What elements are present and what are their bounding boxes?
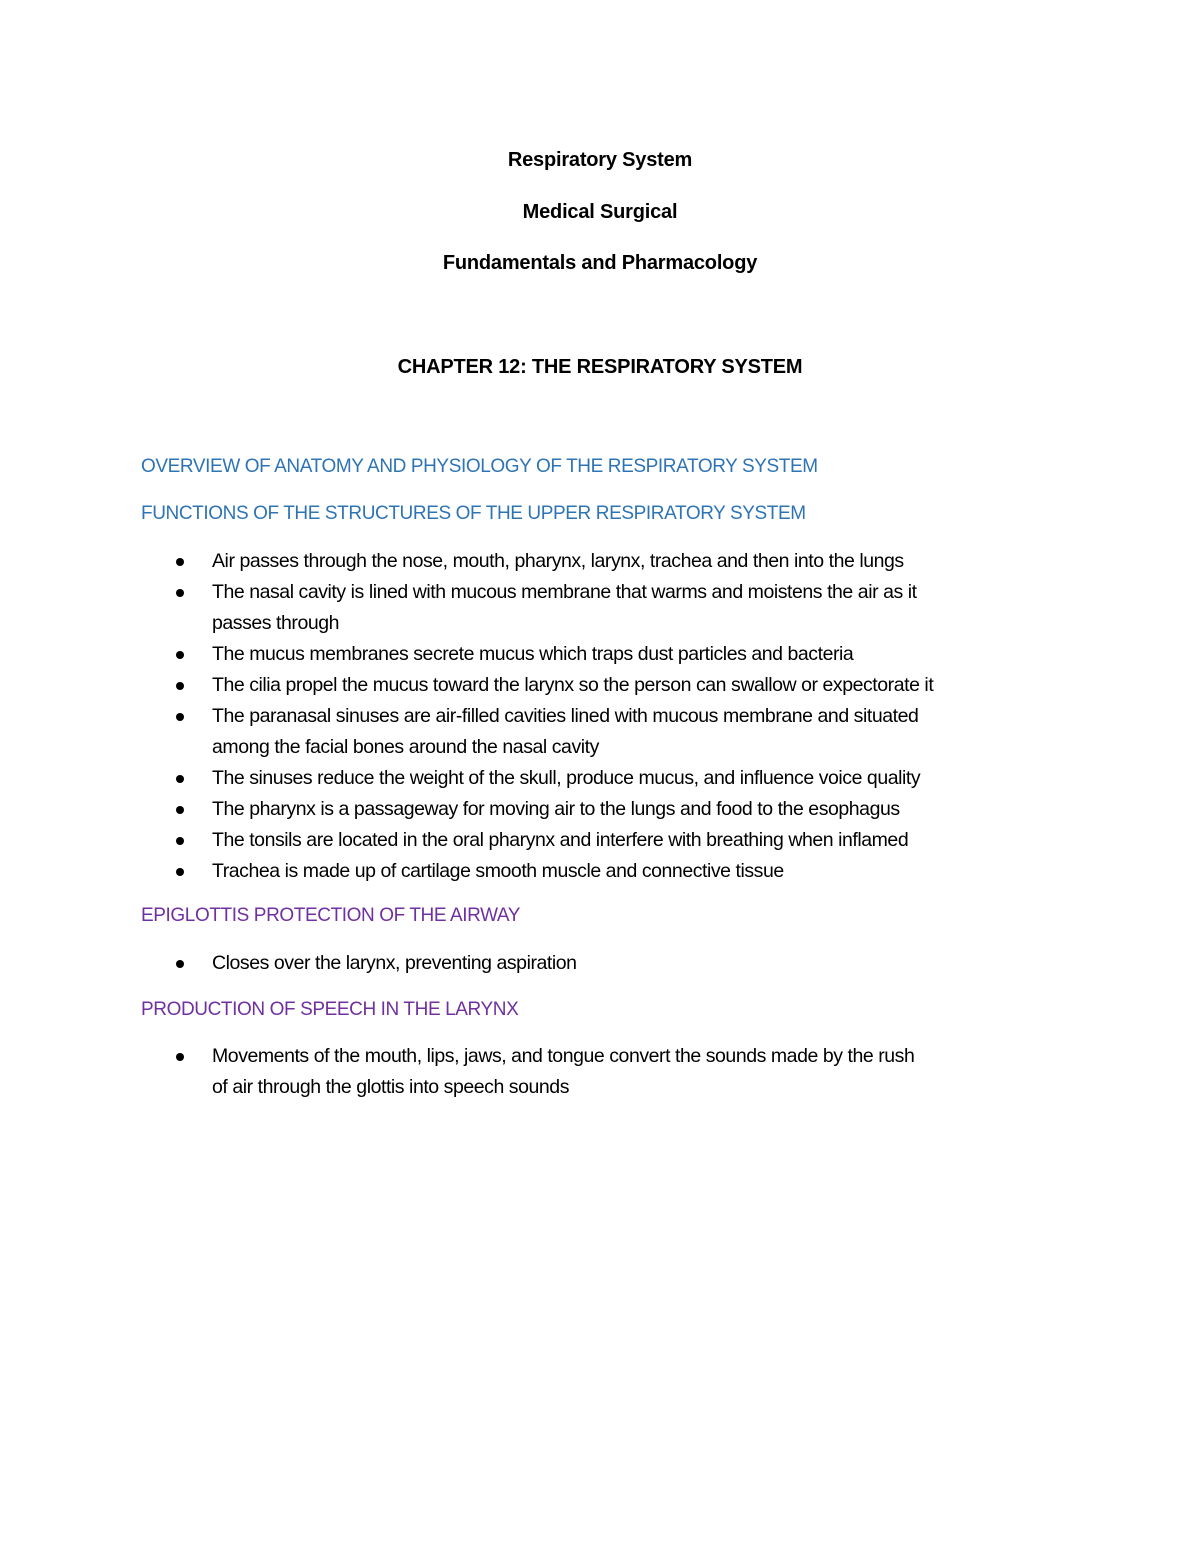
list-item: [0, 825, 1200, 856]
list-item-text: The mucus membranes secrete mucus which traps dust particles and bacteria: [212, 643, 854, 665]
list-item-text: Air passes through the nose, mouth, pharynx, larynx, trachea and then into the lungs: [212, 550, 904, 572]
list-item: [0, 1041, 1200, 1103]
list-item-text: of air through the glottis into speech sounds: [212, 1076, 569, 1098]
list-item-text: The pharynx is a passageway for moving air to the lungs and food to the esophagus: [212, 798, 900, 820]
list-item: [0, 639, 1200, 670]
list-item: [0, 794, 1200, 825]
functions-heading: FUNCTIONS OF THE STRUCTURES OF THE UPPER RESPIRATORY SYSTEM: [141, 503, 806, 524]
list-item: [0, 670, 1200, 701]
list-item-text: Movements of the mouth, lips, jaws, and tongue convert the sounds made by the rush: [212, 1045, 915, 1067]
doc-title: Respiratory System: [507, 149, 693, 171]
list-item: [0, 856, 1200, 887]
bullet-icon: [176, 775, 184, 783]
list-item-text: Trachea is made up of cartilage smooth muscle and connective tissue: [212, 860, 784, 882]
overview-heading: OVERVIEW OF ANATOMY AND PHYSIOLOGY OF THE RESPIRATORY SYSTEM: [141, 456, 818, 477]
list-item: [0, 948, 1200, 979]
bullet-icon: [176, 682, 184, 690]
list-item-text: The paranasal sinuses are air-filled cavities lined with mucous membrane and situated: [212, 705, 919, 727]
bullet-icon: [176, 960, 184, 968]
list-item-text: The tonsils are located in the oral pharynx and interfere with breathing when inflamed: [212, 829, 909, 851]
doc-subtitle: Medical Surgical: [522, 201, 678, 223]
list-item-text: The cilia propel the mucus toward the larynx so the person can swallow or expectorate it: [212, 674, 934, 696]
chapter-heading: CHAPTER 12: THE RESPIRATORY SYSTEM: [397, 356, 803, 378]
list-item: [0, 577, 1200, 639]
epiglottis-list: [0, 948, 1200, 979]
list-item-text: Closes over the larynx, preventing aspiration: [212, 952, 577, 974]
epiglottis-heading: EPIGLOTTIS PROTECTION OF THE AIRWAY: [141, 905, 521, 926]
speech-list: [0, 1041, 1200, 1103]
list-item-text: passes through: [212, 612, 340, 634]
list-item: [0, 546, 1200, 577]
list-item-text: among the facial bones around the nasal cavity: [212, 736, 599, 758]
bullet-icon: [176, 651, 184, 659]
speech-heading: PRODUCTION OF SPEECH IN THE LARYNX: [141, 999, 519, 1020]
bullet-icon: [176, 837, 184, 845]
bullet-icon: [176, 1053, 184, 1061]
list-item-text: The sinuses reduce the weight of the skull, produce mucus, and influence voice quality: [212, 767, 921, 789]
doc-subtitle-2: Fundamentals and Pharmacology: [442, 252, 758, 274]
list-item-text: The nasal cavity is lined with mucous membrane that warms and moistens the air as it: [212, 581, 917, 603]
bullet-icon: [176, 868, 184, 876]
bullet-icon: [176, 713, 184, 721]
list-item: [0, 763, 1200, 794]
bullet-icon: [176, 558, 184, 566]
bullet-icon: [176, 589, 184, 597]
bullet-icon: [176, 806, 184, 814]
list-item: [0, 701, 1200, 763]
functions-list: [0, 546, 1200, 887]
